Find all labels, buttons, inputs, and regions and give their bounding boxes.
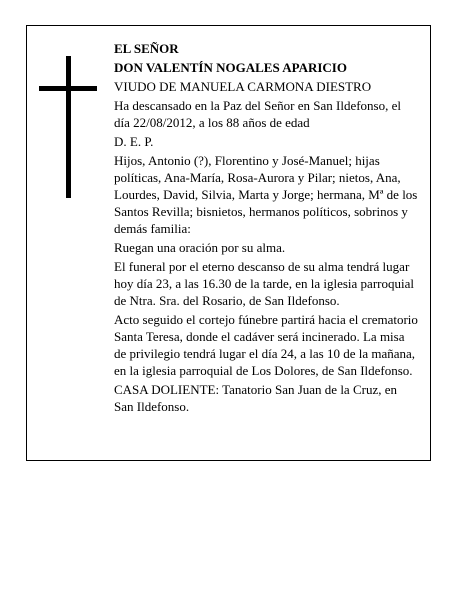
latin-cross-icon (39, 56, 97, 198)
deceased-name: DON VALENTÍN NOGALES APARICIO (114, 60, 347, 75)
cross-horizontal-bar (39, 86, 97, 91)
mourning-house: CASA DOLIENTE: Tanatorio San Juan de la Cruz, en San Ildefonso. (114, 382, 397, 414)
funeral-details: El funeral por el eterno descanso de su alma tendrá lugar hoy día 23, a las 16.30 de la tarde, en la iglesia parroquial de Ntra. Sra. del Rosario, de San Ildefonso. (114, 259, 414, 308)
obituary-text (114, 40, 419, 417)
family-list: Hijos, Antonio (?), Florentino y José-Manuel; hijas políticas, Ana-María, Rosa-Aurora y Pilar; nietos, Ana, Lourdes, David, Silvia, Marta y Jorge; hermana, Mª de los Santos Revilla; bisnietos, hermanos políticos, sobrinos y demás familia: (114, 153, 418, 236)
rip-line: D. E. P. (114, 134, 154, 149)
prayer-request: Ruegan una oración por su alma. (114, 240, 286, 255)
heading-title: EL SEÑOR (114, 41, 179, 56)
obituary-notice (26, 25, 431, 461)
death-notice: Ha descansado en la Paz del Señor en San Ildefonso, el día 22/08/2012, a los 88 años de edad (114, 98, 401, 130)
cortege-details: Acto seguido el cortejo fúnebre partirá hacia el crematorio Santa Teresa, donde el cadáver será incinerado. La misa de privilegio tendrá lugar el día 24, a las 10 de la mañana, en la iglesia parroquial de Los Dolores, de San Ildefonso. (114, 312, 418, 378)
widower-line: VIUDO DE MANUELA CARMONA DIESTRO (114, 79, 372, 94)
cross-vertical-bar (66, 56, 71, 198)
